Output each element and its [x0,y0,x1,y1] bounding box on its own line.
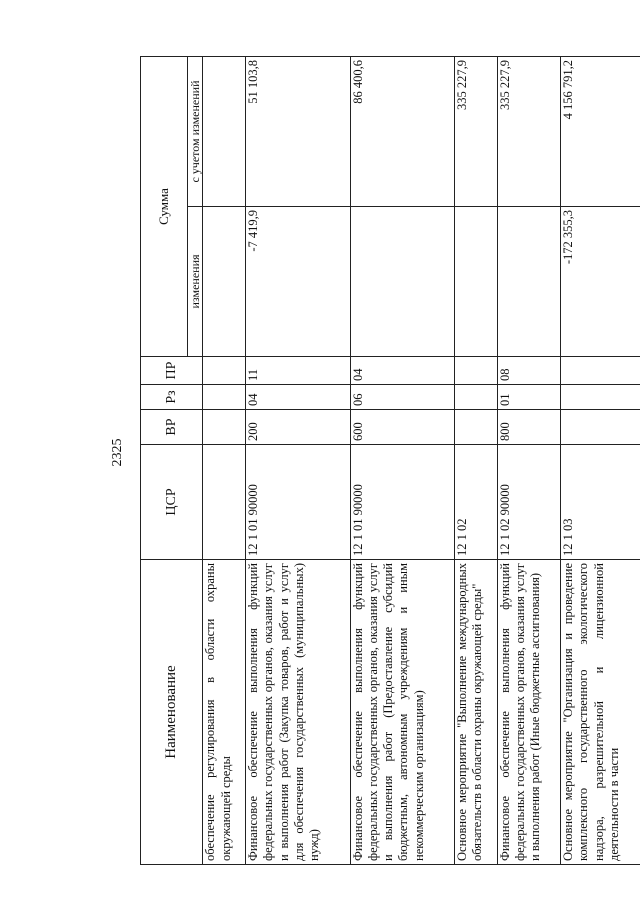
row-name: Финансовое обеспечение выполнения функций федеральных государственных органов, оказания услуг и выполнения работ (Закупка товаров, работ и услуг для обеспечения государственных (муниципальных) нужд) [246,560,351,865]
table-row [455,57,498,865]
row-pr: 04 [350,357,455,385]
budget-table [140,56,640,865]
row-total: 86 400,6 [350,57,455,207]
header-change: изменения [188,207,203,357]
row-change [497,207,560,357]
row-name: Основное мероприятие "Организация и проведение комплексного государственного экологического надзора, разрешительной и лицензионной деятельности в части [561,560,640,865]
row-vr [561,410,640,445]
rotated-page [90,0,640,905]
row-csr: 12 1 02 90000 [497,445,560,560]
header-rz: Рз [141,385,203,410]
row-change [455,207,498,357]
row-name: Финансовое обеспечение выполнения функций федеральных государственных органов, оказания услуг и выполнения работ (Иные бюджетные ассигнования) [497,560,560,865]
header-sum: Сумма [141,57,188,357]
row-csr: 12 1 01 90000 [350,445,455,560]
row-vr: 600 [350,410,455,445]
header-row [141,57,188,865]
row-change [203,207,246,357]
row-vr: 800 [497,410,560,445]
header-pr: ПР [141,357,203,385]
row-vr: 200 [246,410,351,445]
table-row [203,57,246,865]
row-pr [203,357,246,385]
row-name: Основное мероприятие "Выполнение международных обязательств в области охраны окружающей среды" [455,560,498,865]
row-csr: 12 1 02 [455,445,498,560]
row-pr: 11 [246,357,351,385]
row-rz [561,385,640,410]
row-total: 51 103,8 [246,57,351,207]
row-rz: 01 [497,385,560,410]
row-name: Финансовое обеспечение выполнения функций федеральных государственных органов, оказания услуг и выполнения работ (Предоставление субсидий бюджетным, автономным учреждениям и иным некоммерческим организациям) [350,560,455,865]
row-vr [455,410,498,445]
row-vr [203,410,246,445]
row-pr [455,357,498,385]
row-change: -7 419,9 [246,207,351,357]
row-total: 335 227,9 [497,57,560,207]
table-row [246,57,351,865]
row-rz: 06 [350,385,455,410]
row-rz [455,385,498,410]
table-row [497,57,560,865]
row-change: -172 355,3 [561,207,640,357]
row-csr: 12 1 01 90000 [246,445,351,560]
row-rz: 04 [246,385,351,410]
header-with-changes: с учетом изменений [188,57,203,207]
header-csr: ЦСР [141,445,203,560]
row-change [350,207,455,357]
header-name: Наименование [141,560,203,865]
row-csr [203,445,246,560]
row-total: 4 156 791,2 [561,57,640,207]
row-pr [561,357,640,385]
row-rz [203,385,246,410]
row-total [203,57,246,207]
page-number: 2325 [110,438,125,467]
row-name: обеспечение регулирования в области охраны окружающей среды [203,560,246,865]
header-vr: ВР [141,410,203,445]
table-row [350,57,455,865]
row-csr: 12 1 03 [561,445,640,560]
row-pr: 08 [497,357,560,385]
table-row [561,57,640,865]
row-total: 335 227,9 [455,57,498,207]
